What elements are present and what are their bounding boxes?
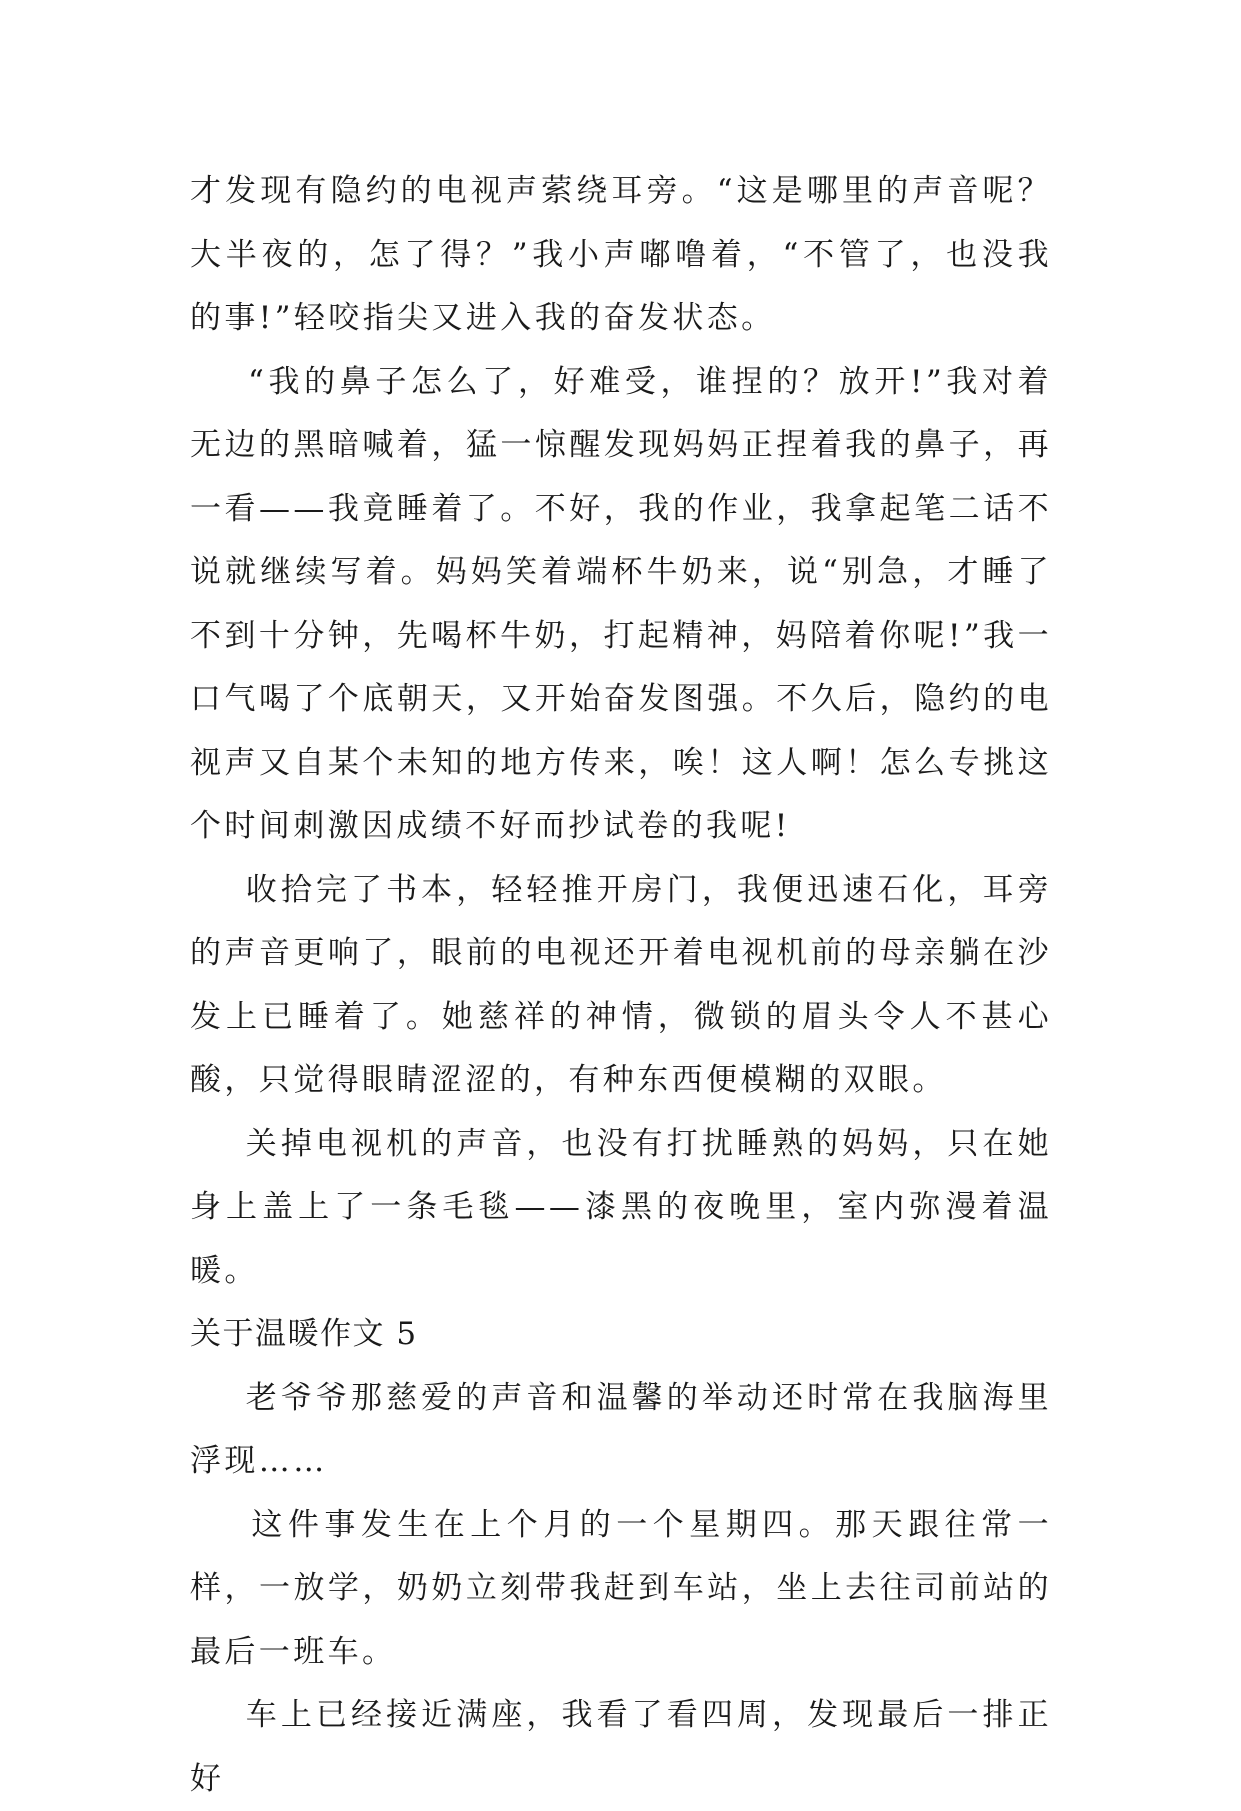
paragraph-3: 收拾完了书本，轻轻推开房门，我便迅速石化，耳旁的声音更响了，眼前的电视还开着电视机前的母亲躺在沙发上已睡着了。她慈祥的神情，微锁的眉头令人不甚心酸，只觉得眼睛涩涩的，有种东西便模糊的双眼。 [190,871,1052,1098]
paragraph-7: 车上已经接近满座，我看了看四周，发现最后一排正好 [190,1697,1052,1797]
paragraph-2: “我的鼻子怎么了，好难受，谁捏的？放开!”我对着无边的黑暗喊着，猛一惊醒发现妈妈正捏着我的鼻子，再一看——我竟睡着了。不好，我的作业，我拿起笔二话不说就继续写着。妈妈笑着端杯牛奶来，说“别急，才睡了不到十分钟，先喝杯牛奶，打起精神，妈陪着你呢!”我一口气喝了个底朝天，又开始奋发图强。不久后，隐约的电视声又自某个未知的地方传来，唉！这人啊！怎么专挑这个时间刺激因成绩不好而抄试卷的我呢! [190,363,1052,844]
paragraph-1: 才发现有隐约的电视声萦绕耳旁。“这是哪里的声音呢？大半夜的，怎了得？”我小声嘟噜着，“不管了，也没我的事!”轻咬指尖又进入我的奋发状态。 [190,173,1052,336]
paragraph-4: 关掉电视机的声音，也没有打扰睡熟的妈妈，只在她身上盖上了一条毛毯——漆黑的夜晚里，室内弥漫着温暖。 [190,1125,1052,1289]
document-page [190,160,1052,1811]
paragraph-6: 这件事发生在上个月的一个星期四。那天跟往常一样，一放学，奶奶立刻带我赶到车站，坐上去往司前站的最后一班车。 [190,1506,1052,1670]
paragraph-5: 老爷爷那慈爱的声音和温馨的举动还时常在我脑海里浮现…… [190,1379,1052,1479]
section-heading: 关于温暖作文 5 [190,1316,418,1352]
